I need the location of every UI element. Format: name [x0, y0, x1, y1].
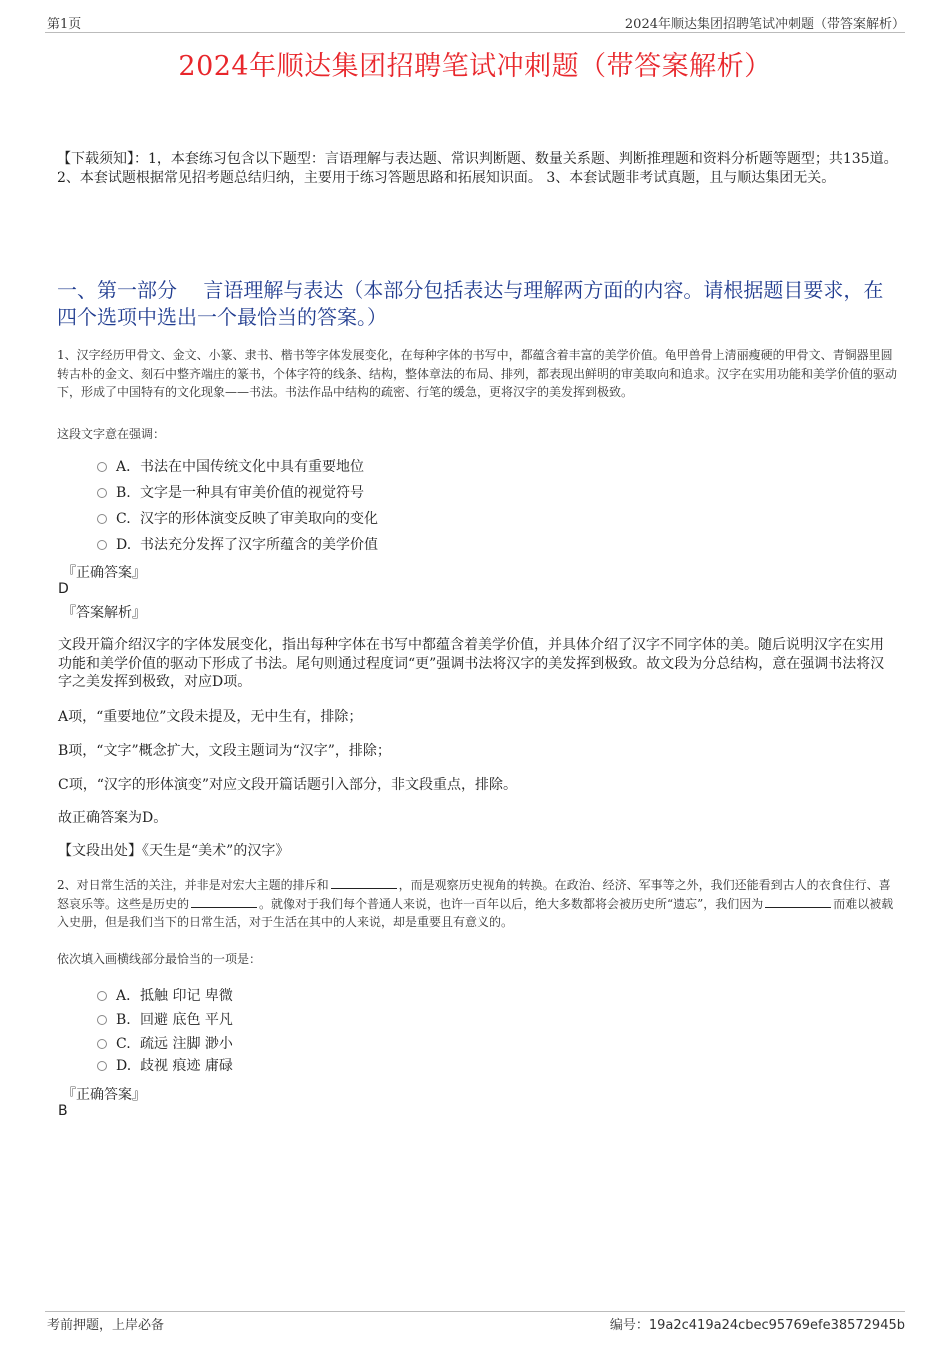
question-1-answer: D	[58, 581, 69, 597]
page-number: 第1页	[47, 17, 82, 32]
question-1-analysis-label: 『答案解析』	[62, 605, 146, 621]
question-2-option-c[interactable]: C. 疏远 注脚 渺小	[97, 1033, 233, 1053]
question-1-stem: 1、汉字经历甲骨文、金文、小篆、隶书、楷书等字体发展变化，在每种字体的书写中，都蕴含着丰富的美学价值。龟甲兽骨上清丽瘦硬的甲骨文、青铜器里圆转古朴的金文、刻石中整齐端庄的篆书，个体字符的线条、结构，整体章法的布局、排列，都表现出鲜明的审美取向和追求。汉字在实用功能和美学价值的驱动下，形成了中国特有的文化现象——书法。书法作品中结构的疏密、行笔的缓急，更将汉字的美发挥到极致。	[57, 348, 898, 399]
question-1-option-b[interactable]: B. 文字是一种具有审美价值的视觉符号	[97, 482, 364, 502]
question-1-answer-label: 『正确答案』	[62, 565, 146, 581]
radio-icon[interactable]	[97, 540, 107, 550]
fill-blank-3[interactable]	[765, 897, 831, 908]
download-notice: 【下载须知】：1，本套练习包含以下题型：言语理解与表达题、常识判断题、数量关系题、判断推理题和资料分析题等题型；共135道。 2、本套试题根据常见招考题总结归纳，主要用于练习答题思路和拓展知识面。 3、本套试题非考试真题，且与顺达集团无关。	[57, 151, 898, 186]
page-title: 2024年顺达集团招聘笔试冲刺题（带答案解析）	[178, 51, 772, 82]
footer-divider	[45, 1311, 905, 1312]
question-1-conclusion: 故正确答案为D。	[58, 810, 168, 826]
fill-blank-2[interactable]	[191, 897, 257, 908]
footer-slogan: 考前押题，上岸必备	[47, 1318, 165, 1333]
question-1-option-a[interactable]: A．书法在中国传统文化中具有重要地位	[97, 456, 364, 476]
question-2-option-b[interactable]: B. 回避 底色 平凡	[97, 1009, 233, 1029]
question-1-source: 【文段出处】《天生是“美术”的汉字》	[58, 843, 290, 859]
question-2-answer: B	[58, 1103, 68, 1119]
radio-icon[interactable]	[97, 488, 107, 498]
header-doc-title: 2024年顺达集团招聘笔试冲刺题（带答案解析）	[624, 17, 905, 32]
fill-blank-1[interactable]	[331, 878, 397, 889]
question-2-option-a[interactable]: A．抵触 印记 卑微	[97, 985, 233, 1005]
header-divider	[45, 32, 905, 33]
question-1-analysis-c: C项，“汉字的形体演变”对应文段开篇话题引入部分，非文段重点，排除。	[58, 777, 518, 793]
question-1-option-d[interactable]: D. 书法充分发挥了汉字所蕴含的美学价值	[97, 534, 378, 554]
question-1-prompt: 这段文字意在强调：	[57, 427, 166, 441]
footer-doc-code: 编号：19a2c419a24cbec95769efe38572945b	[609, 1318, 905, 1333]
section-heading: 一、第一部分 言语理解与表达（本部分包括表达与理解两方面的内容。请根据题目要求，在四个选项中选出一个最恰当的答案。）	[57, 278, 884, 329]
radio-icon[interactable]	[97, 514, 107, 524]
question-2-stem: 2、对日常生活的关注，并非是对宏大主题的排斥和 ，而是观察历史视角的转换。在政治、经济、军事等之外，我们还能看到古人的衣食住行、喜怒哀乐等。这些是历史的 。就像对于我们每个普通人来说，也许一百年以后，绝大多数都将会被历史所“遗忘”，我们因为 而难以被载入史册，但是我们当下的日常生活，对于生活在其中的人来说，却是重要且有意义的。	[57, 878, 894, 929]
radio-icon[interactable]	[97, 1061, 107, 1071]
question-2-option-d[interactable]: D. 歧视 痕迹 庸碌	[97, 1055, 233, 1075]
question-1-analysis-b: B项，“文字”概念扩大，文段主题词为“汉字”，排除；	[58, 743, 391, 759]
radio-icon[interactable]	[97, 1039, 107, 1049]
radio-icon[interactable]	[97, 462, 107, 472]
question-1-analysis: 文段开篇介绍汉字的字体发展变化，指出每种字体在书写中都蕴含着美学价值，并具体介绍了汉字不同字体的美。随后说明汉字在实用功能和美学价值的驱动下形成了书法。尾句则通过程度词“更”强调书法将汉字的美发挥到极致。故文段为分总结构，意在强调书法将汉字之美发挥到极致，对应D项。	[58, 637, 885, 690]
radio-icon[interactable]	[97, 991, 107, 1001]
question-1-analysis-a: A项，“重要地位”文段未提及，无中生有，排除；	[58, 709, 363, 725]
question-2-prompt: 依次填入画横线部分最恰当的一项是：	[57, 952, 262, 966]
radio-icon[interactable]	[97, 1015, 107, 1025]
question-2-answer-label: 『正确答案』	[62, 1087, 146, 1103]
question-1-option-c[interactable]: C. 汉字的形体演变反映了审美取向的变化	[97, 508, 378, 528]
